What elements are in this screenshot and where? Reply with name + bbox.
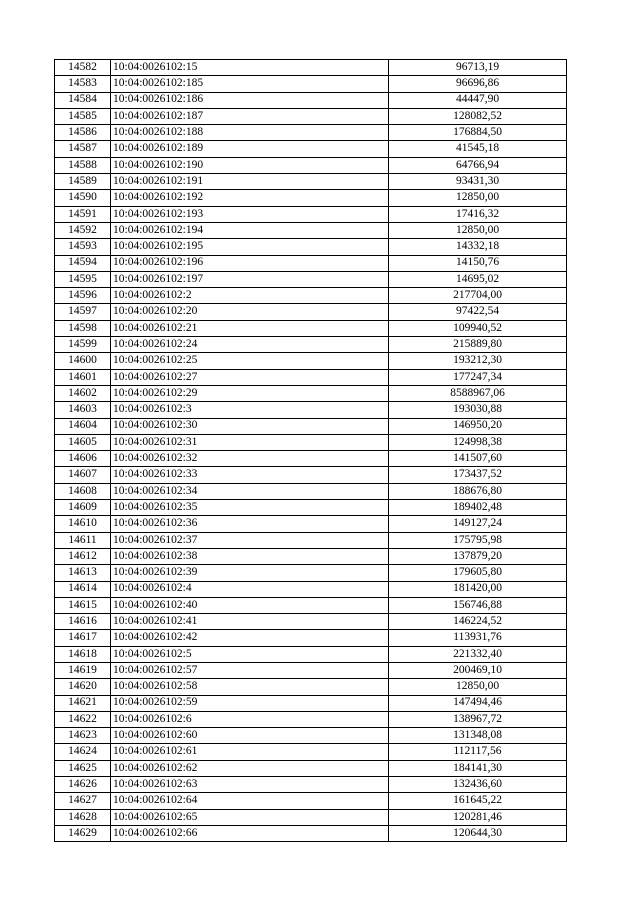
row-number-cell: 14600 — [55, 353, 111, 369]
value-cell: 193212,30 — [389, 353, 567, 369]
cadastral-number-cell: 10:04:0026102:24 — [111, 337, 389, 353]
table-row — [55, 190, 567, 206]
row-number-cell: 14617 — [55, 630, 111, 646]
row-number-cell: 14629 — [55, 825, 111, 841]
cadastral-number-cell: 10:04:0026102:4 — [111, 581, 389, 597]
cadastral-number-cell: 10:04:0026102:196 — [111, 255, 389, 271]
value-cell: 96696,86 — [389, 76, 567, 92]
cadastral-number-cell: 10:04:0026102:25 — [111, 353, 389, 369]
value-cell: 173437,52 — [389, 467, 567, 483]
value-cell: 120644,30 — [389, 825, 567, 841]
table-row — [55, 662, 567, 678]
row-number-cell: 14593 — [55, 239, 111, 255]
row-number-cell: 14608 — [55, 483, 111, 499]
table-row — [55, 516, 567, 532]
row-number-cell: 14626 — [55, 777, 111, 793]
records-table-body — [55, 60, 567, 842]
row-number-cell: 14609 — [55, 500, 111, 516]
cadastral-number-cell: 10:04:0026102:15 — [111, 60, 389, 76]
cadastral-number-cell: 10:04:0026102:185 — [111, 76, 389, 92]
table-row — [55, 744, 567, 760]
table-row — [55, 532, 567, 548]
table-row — [55, 353, 567, 369]
value-cell: 193030,88 — [389, 402, 567, 418]
cadastral-number-cell: 10:04:0026102:186 — [111, 92, 389, 108]
value-cell: 138967,72 — [389, 711, 567, 727]
row-number-cell: 14612 — [55, 548, 111, 564]
row-number-cell: 14584 — [55, 92, 111, 108]
row-number-cell: 14625 — [55, 760, 111, 776]
value-cell: 217704,00 — [389, 288, 567, 304]
row-number-cell: 14597 — [55, 304, 111, 320]
cadastral-number-cell: 10:04:0026102:194 — [111, 222, 389, 238]
table-row — [55, 565, 567, 581]
row-number-cell: 14606 — [55, 451, 111, 467]
row-number-cell: 14592 — [55, 222, 111, 238]
value-cell: 146950,20 — [389, 418, 567, 434]
value-cell: 188676,80 — [389, 483, 567, 499]
row-number-cell: 14590 — [55, 190, 111, 206]
row-number-cell: 14587 — [55, 141, 111, 157]
cadastral-number-cell: 10:04:0026102:195 — [111, 239, 389, 255]
row-number-cell: 14588 — [55, 157, 111, 173]
table-row — [55, 255, 567, 271]
row-number-cell: 14628 — [55, 809, 111, 825]
table-row — [55, 385, 567, 401]
row-number-cell: 14611 — [55, 532, 111, 548]
cadastral-number-cell: 10:04:0026102:3 — [111, 402, 389, 418]
value-cell: 120281,46 — [389, 809, 567, 825]
value-cell: 176884,50 — [389, 125, 567, 141]
row-number-cell: 14591 — [55, 206, 111, 222]
table-row — [55, 793, 567, 809]
row-number-cell: 14623 — [55, 728, 111, 744]
cadastral-number-cell: 10:04:0026102:193 — [111, 206, 389, 222]
value-cell: 93431,30 — [389, 174, 567, 190]
table-row — [55, 320, 567, 336]
cadastral-number-cell: 10:04:0026102:63 — [111, 777, 389, 793]
table-row — [55, 809, 567, 825]
table-row — [55, 222, 567, 238]
row-number-cell: 14594 — [55, 255, 111, 271]
table-row — [55, 76, 567, 92]
row-number-cell: 14610 — [55, 516, 111, 532]
value-cell: 41545,18 — [389, 141, 567, 157]
value-cell: 97422,54 — [389, 304, 567, 320]
cadastral-number-cell: 10:04:0026102:34 — [111, 483, 389, 499]
table-row — [55, 825, 567, 841]
table-row — [55, 614, 567, 630]
value-cell: 17416,32 — [389, 206, 567, 222]
value-cell: 132436,60 — [389, 777, 567, 793]
cadastral-number-cell: 10:04:0026102:21 — [111, 320, 389, 336]
value-cell: 12850,00 — [389, 190, 567, 206]
table-row — [55, 337, 567, 353]
row-number-cell: 14589 — [55, 174, 111, 190]
cadastral-number-cell: 10:04:0026102:31 — [111, 434, 389, 450]
table-row — [55, 157, 567, 173]
value-cell: 131348,08 — [389, 728, 567, 744]
cadastral-number-cell: 10:04:0026102:5 — [111, 646, 389, 662]
cadastral-number-cell: 10:04:0026102:65 — [111, 809, 389, 825]
table-row — [55, 695, 567, 711]
table-row — [55, 434, 567, 450]
cadastral-number-cell: 10:04:0026102:6 — [111, 711, 389, 727]
value-cell: 12850,00 — [389, 222, 567, 238]
value-cell: 44447,90 — [389, 92, 567, 108]
table-row — [55, 760, 567, 776]
row-number-cell: 14601 — [55, 369, 111, 385]
value-cell: 8588967,06 — [389, 385, 567, 401]
value-cell: 12850,00 — [389, 679, 567, 695]
row-number-cell: 14613 — [55, 565, 111, 581]
row-number-cell: 14605 — [55, 434, 111, 450]
cadastral-number-cell: 10:04:0026102:33 — [111, 467, 389, 483]
value-cell: 146224,52 — [389, 614, 567, 630]
row-number-cell: 14598 — [55, 320, 111, 336]
table-row — [55, 206, 567, 222]
value-cell: 109940,52 — [389, 320, 567, 336]
cadastral-number-cell: 10:04:0026102:40 — [111, 597, 389, 613]
row-number-cell: 14595 — [55, 271, 111, 287]
row-number-cell: 14622 — [55, 711, 111, 727]
value-cell: 149127,24 — [389, 516, 567, 532]
value-cell: 221332,40 — [389, 646, 567, 662]
value-cell: 141507,60 — [389, 451, 567, 467]
cadastral-number-cell: 10:04:0026102:191 — [111, 174, 389, 190]
cadastral-number-cell: 10:04:0026102:57 — [111, 662, 389, 678]
cadastral-number-cell: 10:04:0026102:2 — [111, 288, 389, 304]
row-number-cell: 14616 — [55, 614, 111, 630]
row-number-cell: 14624 — [55, 744, 111, 760]
cadastral-number-cell: 10:04:0026102:189 — [111, 141, 389, 157]
table-row — [55, 141, 567, 157]
table-row — [55, 174, 567, 190]
row-number-cell: 14620 — [55, 679, 111, 695]
row-number-cell: 14604 — [55, 418, 111, 434]
cadastral-number-cell: 10:04:0026102:192 — [111, 190, 389, 206]
row-number-cell: 14621 — [55, 695, 111, 711]
cadastral-number-cell: 10:04:0026102:59 — [111, 695, 389, 711]
value-cell: 64766,94 — [389, 157, 567, 173]
cadastral-number-cell: 10:04:0026102:58 — [111, 679, 389, 695]
cadastral-number-cell: 10:04:0026102:61 — [111, 744, 389, 760]
table-row — [55, 467, 567, 483]
value-cell: 96713,19 — [389, 60, 567, 76]
table-row — [55, 777, 567, 793]
value-cell: 14332,18 — [389, 239, 567, 255]
value-cell: 14695,02 — [389, 271, 567, 287]
row-number-cell: 14586 — [55, 125, 111, 141]
value-cell: 113931,76 — [389, 630, 567, 646]
value-cell: 179605,80 — [389, 565, 567, 581]
row-number-cell: 14602 — [55, 385, 111, 401]
table-row — [55, 581, 567, 597]
table-row — [55, 500, 567, 516]
cadastral-number-cell: 10:04:0026102:60 — [111, 728, 389, 744]
value-cell: 181420,00 — [389, 581, 567, 597]
table-row — [55, 451, 567, 467]
table-row — [55, 630, 567, 646]
cadastral-number-cell: 10:04:0026102:62 — [111, 760, 389, 776]
cadastral-number-cell: 10:04:0026102:30 — [111, 418, 389, 434]
value-cell: 189402,48 — [389, 500, 567, 516]
cadastral-number-cell: 10:04:0026102:42 — [111, 630, 389, 646]
table-row — [55, 679, 567, 695]
cadastral-number-cell: 10:04:0026102:36 — [111, 516, 389, 532]
cadastral-number-cell: 10:04:0026102:197 — [111, 271, 389, 287]
table-row — [55, 108, 567, 124]
cadastral-number-cell: 10:04:0026102:20 — [111, 304, 389, 320]
table-row — [55, 483, 567, 499]
table-row — [55, 728, 567, 744]
table-row — [55, 271, 567, 287]
row-number-cell: 14615 — [55, 597, 111, 613]
row-number-cell: 14627 — [55, 793, 111, 809]
cadastral-number-cell: 10:04:0026102:188 — [111, 125, 389, 141]
value-cell: 184141,30 — [389, 760, 567, 776]
cadastral-number-cell: 10:04:0026102:187 — [111, 108, 389, 124]
cadastral-number-cell: 10:04:0026102:39 — [111, 565, 389, 581]
row-number-cell: 14599 — [55, 337, 111, 353]
table-row — [55, 548, 567, 564]
row-number-cell: 14603 — [55, 402, 111, 418]
value-cell: 147494,46 — [389, 695, 567, 711]
table-row — [55, 60, 567, 76]
value-cell: 112117,56 — [389, 744, 567, 760]
cadastral-number-cell: 10:04:0026102:190 — [111, 157, 389, 173]
row-number-cell: 14607 — [55, 467, 111, 483]
table-row — [55, 369, 567, 385]
table-row — [55, 304, 567, 320]
table-row — [55, 125, 567, 141]
value-cell: 177247,34 — [389, 369, 567, 385]
value-cell: 14150,76 — [389, 255, 567, 271]
value-cell: 161645,22 — [389, 793, 567, 809]
table-row — [55, 646, 567, 662]
value-cell: 156746,88 — [389, 597, 567, 613]
table-row — [55, 418, 567, 434]
table-row — [55, 711, 567, 727]
table-row — [55, 288, 567, 304]
row-number-cell: 14596 — [55, 288, 111, 304]
row-number-cell: 14585 — [55, 108, 111, 124]
value-cell: 137879,20 — [389, 548, 567, 564]
row-number-cell: 14614 — [55, 581, 111, 597]
records-table — [54, 59, 567, 842]
cadastral-number-cell: 10:04:0026102:66 — [111, 825, 389, 841]
cadastral-number-cell: 10:04:0026102:37 — [111, 532, 389, 548]
table-row — [55, 597, 567, 613]
row-number-cell: 14619 — [55, 662, 111, 678]
value-cell: 124998,38 — [389, 434, 567, 450]
table-row — [55, 239, 567, 255]
cadastral-number-cell: 10:04:0026102:41 — [111, 614, 389, 630]
value-cell: 200469,10 — [389, 662, 567, 678]
cadastral-number-cell: 10:04:0026102:27 — [111, 369, 389, 385]
table-row — [55, 92, 567, 108]
cadastral-number-cell: 10:04:0026102:35 — [111, 500, 389, 516]
cadastral-number-cell: 10:04:0026102:32 — [111, 451, 389, 467]
row-number-cell: 14583 — [55, 76, 111, 92]
cadastral-number-cell: 10:04:0026102:64 — [111, 793, 389, 809]
cadastral-number-cell: 10:04:0026102:38 — [111, 548, 389, 564]
row-number-cell: 14582 — [55, 60, 111, 76]
value-cell: 128082,52 — [389, 108, 567, 124]
value-cell: 215889,80 — [389, 337, 567, 353]
row-number-cell: 14618 — [55, 646, 111, 662]
cadastral-number-cell: 10:04:0026102:29 — [111, 385, 389, 401]
value-cell: 175795,98 — [389, 532, 567, 548]
table-row — [55, 402, 567, 418]
